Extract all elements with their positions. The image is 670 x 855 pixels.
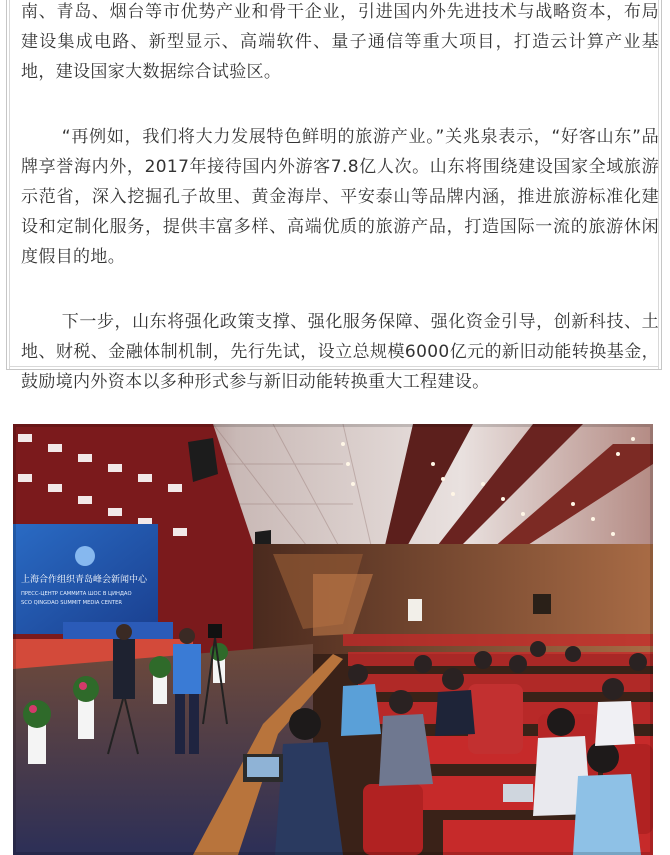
stage-banner-english: SCO QINGDAO SUMMIT MEDIA CENTER: [21, 600, 122, 606]
article-paragraph: 南、青岛、烟台等市优势产业和骨干企业，引进国内外先进技术与战略资本，布局建设集成电路、新型显示、高端软件、量子通信等重大项目，打造云计算产业基地，建设国家大数据综合试验区。: [21, 2, 659, 82]
article-body: [21, 0, 659, 432]
sco-logo: [75, 546, 95, 566]
article-paragraph: 下一步，山东将强化政策支撑、强化服务保障、强化资金引导，创新科技、土地、财税、金融体制机制，先行先试，设立总规模6000亿元的新旧动能转换基金，鼓励境内外资本以多种形式参与新旧动能转换重大工程建设。: [21, 312, 659, 392]
article-text-box: [6, 0, 662, 392]
article-paragraph: “再例如，我们将大力发展特色鲜明的旅游产业。”关兆泉表示，“好客山东”品牌享誉海内外，2017年接待国内外游客7.8亿人次。山东将围绕建设国家全域旅游示范省，深入挖掘孔子故里、黄金海岸、平安泰山等品牌内涵，推进旅游标准化建设和定制化服务，提供丰富多样、高端优质的旅游产品，打造国际一流的旅游休闲度假目的地。: [21, 127, 659, 267]
media-center-photo: [13, 424, 653, 855]
stage-banner-chinese: 上海合作组织青岛峰会新闻中心: [21, 575, 148, 585]
stage-banner-russian: ПРЕСС-ЦЕНТР САММИТА ШОС В ЦИНДАО: [21, 591, 132, 597]
media-center-photo-illustration: [13, 424, 653, 855]
